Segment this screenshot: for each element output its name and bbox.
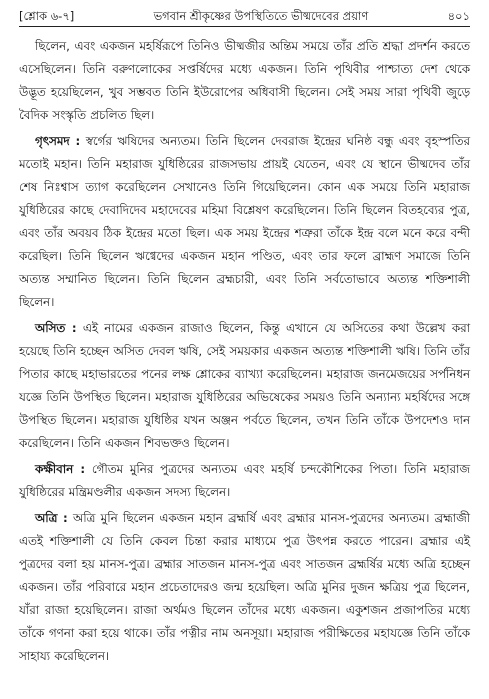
paragraph-text: স্বর্গের ঋষিদের অন্যতম। তিনি ছিলেন দেবরাজ ইন্দ্রের ঘনিষ্ঠ বন্ধু এবং বৃহস্পতির মতোই মহান। তিনি মহারাজ যুধিষ্ঠিরের রাজসভায় প্রায়ই যেতেন, এবং যে স্থানে ভীষ্মদেব তাঁর শেষ নিঃশ্বাস ত্যাগ করেছিলেন সেখানেও তিনি গিয়েছিলেন। কোন এক সময়ে তিনি মহারাজ যুধিষ্ঠিরের কাছে দেবাদিদেব মহাদেবের মহিমা বিশ্লেষণ করেছিলেন। তিনি ছিলেন বিতহব্যের পুত্র, এবং তাঁর অবয়ব ঠিক ইন্দ্রের মতো ছিল। এক সময় ইন্দ্রের শত্রুরা তাঁকে ইন্দ্র বলে মনে করে বন্দী করেছিল। তিনি ছিলেন ঋগ্বেদের একজন মহান পণ্ডিত, এবং তার ফলে ব্রাহ্মণ সমাজে তিনি অত্যন্ত সম্মানিত ছিলেন। তিনি ছিলেন ব্রহ্মচারী, এবং তিনি সর্বতোভাবে অত্যন্ত শক্তিশালী ছিলেন। <box>19 134 471 309</box>
paragraph-text: ছিলেন, এবং একজন মহর্ষিরূপে তিনিও ভীষ্মজীর অন্তিম সময়ে তাঁর প্রতি শ্রদ্ধা প্রদর্শন করতে এসেছিলেন। তিনি বরুণলোকের সপ্তর্ষিদের মধ্যে একজন। তিনি পৃথিবীর পাশ্চাত্য দেশ থেকে উদ্ভূত হয়েছিলেন, খুব সম্ভবত তিনি ইউরোপের অধিবাসী ছিলেন। সেই সময় সারা পৃথিবী জুড়ে বৈদিক সংস্কৃতি প্রচলিত ছিল। <box>19 39 470 122</box>
chapter-title: ভগবান শ্রীকৃষ্ণের উপস্থিতিতে ভীষ্মদেবের প্রয়াণ <box>153 9 369 23</box>
entry-term: অসিত : <box>35 321 77 335</box>
entry-term: কক্ষীবান : <box>35 462 86 476</box>
paragraph-atri <box>19 507 470 668</box>
entry-term: গৃৎসমদ : <box>35 134 81 148</box>
entry-term: অত্রি : <box>35 511 68 525</box>
paragraph-asita <box>19 317 470 455</box>
page-number: ৪০১ <box>447 9 470 23</box>
verse-reference: [শ্লোক ৬-৭] <box>19 9 75 23</box>
paragraph-continued <box>19 35 470 127</box>
paragraph-text: এই নামের একজন রাজাও ছিলেন, কিন্তু এখানে যে অসিতের কথা উল্লেখ করা হয়েছে তিনি হচ্ছেন অসিত দেবল ঋষি, সেই সময়কার একজন অত্যন্ত শক্তিশালী ঋষি। তিনি তাঁর পিতার কাছে মহাভারতের পনের লক্ষ শ্লোকের ব্যাখ্যা করেছিলেন। মহারাজ জনমেজয়ের সর্পনিধন যজ্ঞে তিনি উপস্থিত ছিলেন। মহারাজ যুধিষ্ঠিরের অভিষেকের সময়ও তিনি অন্যান্য মহর্ষিদের সঙ্গে উপস্থিত ছিলেন। মহারাজ যুধিষ্ঠির যখন অঞ্জন পর্বতে ছিলেন, তখন তিনি তাঁকে উপদেশও দান করেছিলেন। তিনি একজন শিবভক্তও ছিলেন। <box>19 321 470 450</box>
body-text <box>19 35 470 668</box>
running-header <box>19 8 470 27</box>
paragraph-kakshivan <box>19 458 470 504</box>
paragraph-text: অত্রি মুনি ছিলেন একজন মহান ব্রহ্মর্ষি এবং ব্রহ্মার মানস-পুত্রদের অন্যতম। ব্রহ্মাজী এতই শক্তিশালী যে তিনি কেবল চিন্তা করার মাধ্যমে পুত্র উৎপন্ন করতে পারেন। ব্রহ্মার এই পুত্রদের বলা হয় মানস-পুত্র। ব্রহ্মার সাতজন মানস-পুত্র এবং সাতজন ব্রহ্মর্ষির মধ্যে অত্রি হচ্ছেন একজন। তাঁর পরিবারে মহান প্রচেতাদেরও জন্ম হয়েছিল। অত্রি মুনির দুজন ক্ষত্রিয় পুত্র ছিলেন, যাঁরা রাজা হয়েছিলেন। রাজা অর্থমও ছিলেন তাঁদের মধ্যে একজন। একুশজন প্রজাপতির মধ্যে তাঁকে গণনা করা হয়ে থাকে। তাঁর পত্নীর নাম অনসূয়া। মহারাজ পরীক্ষিতের মহাযজ্ঞে তিনি তাঁকে সাহায্য করেছিলেন। <box>19 511 471 663</box>
paragraph-gritsamada <box>19 130 470 314</box>
paragraph-text: গৌতম মুনির পুত্রদের অন্যতম এবং মহর্ষি চন্দকৌশিকের পিতা। তিনি মহারাজ যুধিষ্ঠিরের মন্ত্রিমণ্ডলীর একজন সদস্য ছিলেন। <box>19 462 470 499</box>
